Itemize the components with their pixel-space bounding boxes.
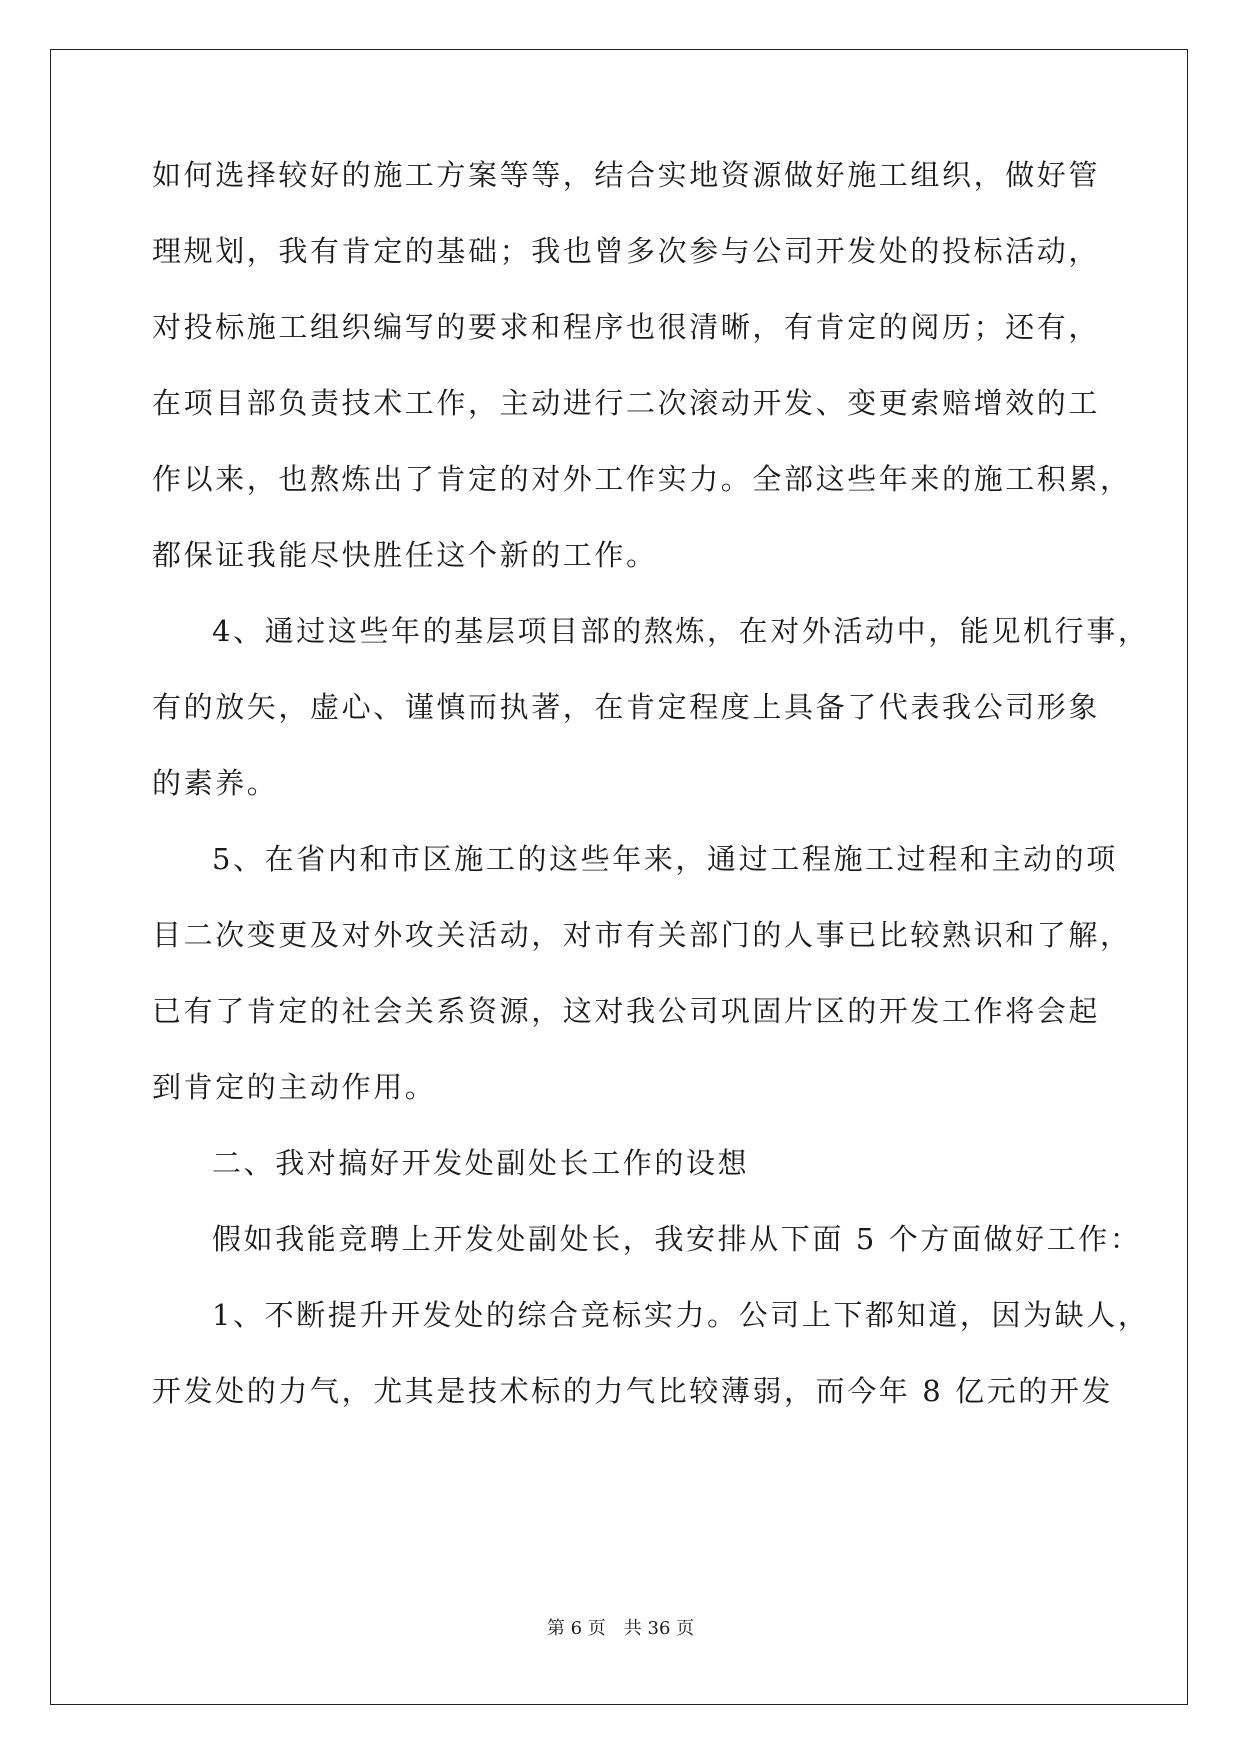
text-line: 都保证我能尽快胜任这个新的工作。: [152, 538, 658, 572]
section-heading: 二、我对搞好开发处副处长工作的设想: [212, 1146, 750, 1180]
text-line: 如何选择较好的施工方案等等，结合实地资源做好施工组织，做好管: [152, 158, 1101, 192]
text-line: 有的放矢，虚心、谨慎而执著，在肯定程度上具备了代表我公司形象: [152, 690, 1101, 724]
paragraph-start-line: 4、通过这些年的基层项目部的熬炼，在对外活动中，能见机行事，: [212, 614, 1150, 648]
text-line: 目二次变更及对外攻关活动，对市有关部门的人事已比较熟识和了解，: [152, 918, 1132, 952]
page-total: 共 36 页: [623, 1618, 695, 1639]
page-footer: [0, 1617, 1241, 1641]
text-line: 已有了肯定的社会关系资源，这对我公司巩固片区的开发工作将会起: [152, 994, 1101, 1028]
text-line: 开发处的力气，尤其是技术标的力气比较薄弱，而今年 8 亿元的开发: [152, 1374, 1114, 1408]
text-line: 作以来，也熬炼出了肯定的对外工作实力。全部这些年来的施工积累，: [152, 462, 1132, 496]
text-line: 在项目部负责技术工作，主动进行二次滚动开发、变更索赔增效的工: [152, 386, 1101, 420]
text-line: 理规划，我有肯定的基础；我也曾多次参与公司开发处的投标活动，: [152, 234, 1101, 268]
paragraph-start-line: 5、在省内和市区施工的这些年来，通过工程施工过程和主动的项: [212, 842, 1118, 876]
text-line: 对投标施工组织编写的要求和程序也很清晰，有肯定的阅历；还有，: [152, 310, 1101, 344]
paragraph-start-line: 假如我能竞聘上开发处副处长，我安排从下面 5 个方面做好工作：: [212, 1222, 1142, 1256]
paragraph-start-line: 1、不断提升开发处的综合竞标实力。公司上下都知道，因为缺人，: [212, 1298, 1150, 1332]
text-line: 到肯定的主动作用。: [152, 1070, 437, 1104]
text-line: 的素养。: [152, 766, 279, 800]
page-number: 第 6 页: [546, 1618, 606, 1639]
